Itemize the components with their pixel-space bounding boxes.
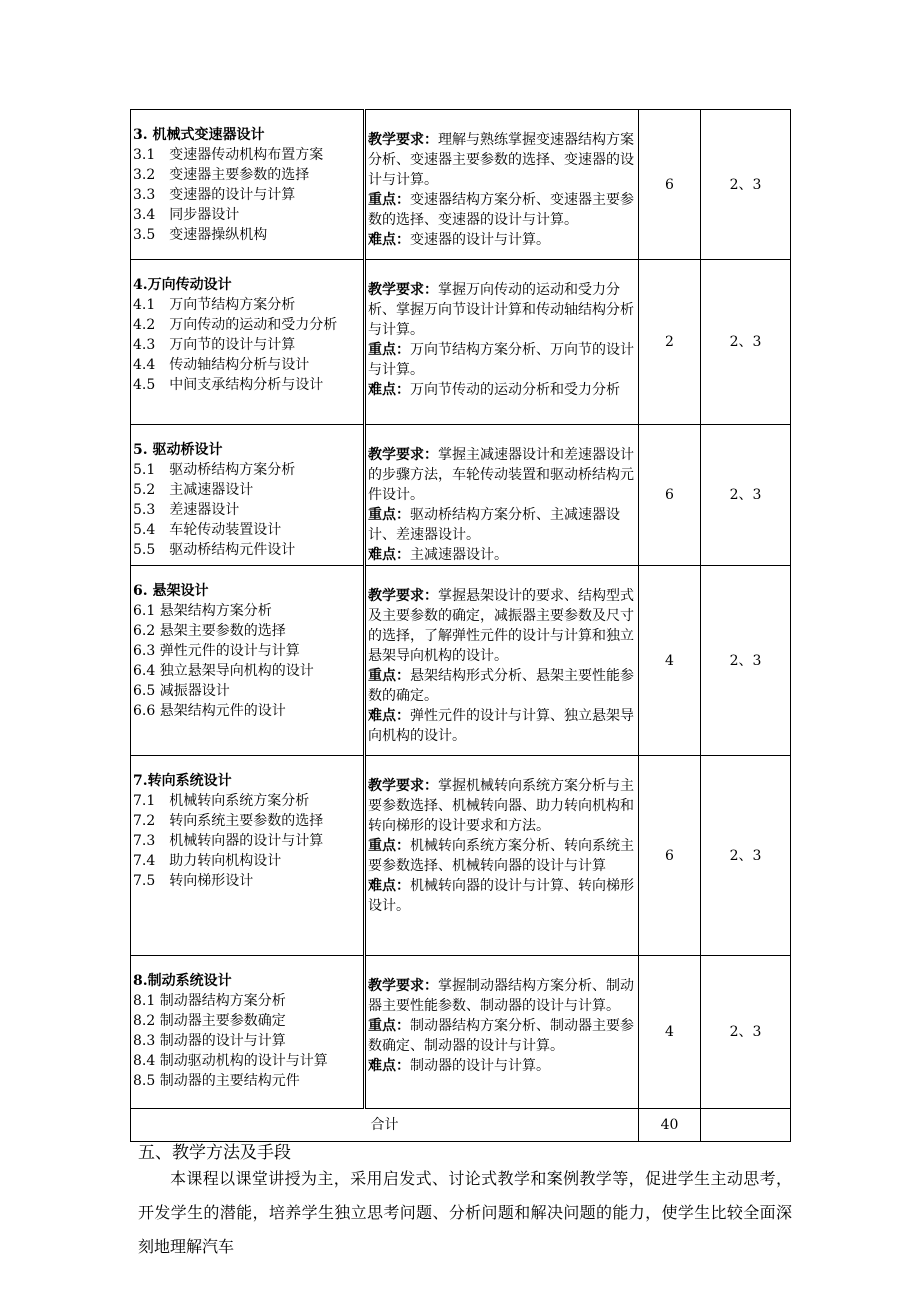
section-heading: 五、教学方法及手段 <box>138 1143 291 1163</box>
goals-cell: 2、3 <box>701 110 791 260</box>
key-point-block <box>368 1016 636 1056</box>
teaching-requirement-text: 掌握悬架设计的要求、结构型式及主要参数的确定，减振器主要参数及尺寸的选择，了解弹性元件的设计与计算和独立悬架导向机构的设计。 <box>368 588 634 664</box>
key-point-label: 重点： <box>368 192 410 208</box>
key-point-label: 重点： <box>368 342 410 358</box>
key-point-text: 机械转向系统方案分析、转向系统主要参数选择、机械转向器的设计与计算 <box>368 838 634 874</box>
chapter-item: 7.5 转向梯形设计 <box>133 873 254 889</box>
hours-cell: 4 <box>639 566 701 756</box>
table-body <box>131 110 791 1142</box>
teaching-requirement-label: 教学要求： <box>368 132 438 148</box>
chapter-cell <box>131 260 365 425</box>
teaching-requirement-block <box>368 776 636 836</box>
chapter-item: 8.4 制动驱动机构的设计与计算 <box>133 1053 328 1069</box>
hours-cell: 6 <box>639 425 701 566</box>
teaching-requirement-block <box>368 280 636 340</box>
hours-cell: 2 <box>639 260 701 425</box>
chapter-item: 4.5 中间支承结构分析与设计 <box>133 377 324 393</box>
requirement-cell <box>365 566 639 756</box>
chapter-item: 5.3 差速器设计 <box>133 502 240 518</box>
key-point-block <box>368 340 636 380</box>
key-point-label: 重点： <box>368 507 410 523</box>
difficult-point-block <box>368 545 636 565</box>
requirement-cell <box>365 260 639 425</box>
teaching-requirement-text: 掌握机械转向系统方案分析与主要参数选择、机械转向器、助力转向机构和转向梯形的设计要求和方法。 <box>368 778 634 834</box>
chapter-row <box>131 756 791 956</box>
goals-cell: 2、3 <box>701 260 791 425</box>
teaching-requirement-block <box>368 130 636 190</box>
goals-cell: 2、3 <box>701 756 791 956</box>
difficult-point-label: 难点： <box>368 1058 410 1074</box>
difficult-point-label: 难点： <box>368 382 410 398</box>
chapter-item: 3.4 同步器设计 <box>133 207 240 223</box>
chapter-cell <box>131 566 365 756</box>
teaching-requirement-block <box>368 976 636 1016</box>
chapter-item: 4.2 万向传动的运动和受力分析 <box>133 317 338 333</box>
chapter-item: 6.2 悬架主要参数的选择 <box>133 623 286 639</box>
teaching-requirement-text: 掌握制动器结构方案分析、制动器主要性能参数、制动器的设计与计算。 <box>368 978 634 1014</box>
total-goals <box>701 1109 791 1142</box>
chapter-item: 7.3 机械转向器的设计与计算 <box>133 833 324 849</box>
chapter-item: 4.3 万向节的设计与计算 <box>133 337 296 353</box>
teaching-requirement-label: 教学要求： <box>368 588 438 604</box>
teaching-requirement-label: 教学要求： <box>368 978 438 994</box>
chapter-cell <box>131 425 365 566</box>
difficult-point-block <box>368 706 636 746</box>
total-row <box>131 1109 791 1142</box>
key-point-block <box>368 190 636 230</box>
chapter-row <box>131 110 791 260</box>
chapter-title: 7.转向系统设计 <box>133 773 232 789</box>
chapter-item: 6.3 弹性元件的设计与计算 <box>133 643 300 659</box>
chapter-row <box>131 425 791 566</box>
chapter-item: 5.1 驱动桥结构方案分析 <box>133 462 296 478</box>
total-hours: 40 <box>639 1109 701 1142</box>
requirement-cell <box>365 756 639 956</box>
teaching-requirement-label: 教学要求： <box>368 778 438 794</box>
key-point-text: 变速器结构方案分析、变速器主要参数的选择、变速器的设计与计算。 <box>368 192 634 228</box>
chapter-title: 5. 驱动桥设计 <box>133 442 223 458</box>
chapter-item: 8.2 制动器主要参数确定 <box>133 1013 286 1029</box>
chapter-cell <box>131 110 365 260</box>
teaching-requirement-text: 掌握主减速器设计和差速器设计的步骤方法，车轮传动装置和驱动桥结构元件设计。 <box>368 447 634 503</box>
difficult-point-text: 机械转向器的设计与计算、转向梯形设计。 <box>368 878 634 914</box>
difficult-point-block <box>368 230 636 250</box>
key-point-block <box>368 836 636 876</box>
chapter-item: 7.2 转向系统主要参数的选择 <box>133 813 324 829</box>
chapter-item: 3.1 变速器传动机构布置方案 <box>133 147 324 163</box>
difficult-point-block <box>368 380 636 400</box>
section-paragraph: 本课程以课堂讲授为主，采用启发式、讨论式教学和案例教学等，促进学生主动思考，开发学生的潜能，培养学生独立思考问题、分析问题和解决问题的能力，使学生比较全面深刻地理解汽车 <box>138 1169 792 1256</box>
key-point-text: 万向节结构方案分析、万向节的设计与计算。 <box>368 342 634 378</box>
difficult-point-block <box>368 876 636 916</box>
chapter-item: 6.4 独立悬架导向机构的设计 <box>133 663 314 679</box>
chapter-title: 3. 机械式变速器设计 <box>133 127 265 143</box>
difficult-point-text: 万向节传动的运动分析和受力分析 <box>410 382 620 398</box>
teaching-requirement-label: 教学要求： <box>368 282 438 298</box>
difficult-point-block <box>368 1056 636 1076</box>
teaching-requirement-text: 理解与熟练掌握变速器结构方案分析、变速器主要参数的选择、变速器的设计与计算。 <box>368 132 634 188</box>
teaching-requirement-label: 教学要求： <box>368 447 438 463</box>
chapter-item: 3.3 变速器的设计与计算 <box>133 187 296 203</box>
chapter-item: 5.2 主减速器设计 <box>133 482 254 498</box>
chapter-item: 8.5 制动器的主要结构元件 <box>133 1073 300 1089</box>
chapter-item: 6.5 减振器设计 <box>133 683 230 699</box>
chapter-item: 3.5 变速器操纵机构 <box>133 227 268 243</box>
requirement-cell <box>365 956 639 1109</box>
chapter-item: 8.3 制动器的设计与计算 <box>133 1033 286 1049</box>
chapter-cell <box>131 956 365 1109</box>
key-point-label: 重点： <box>368 1018 410 1034</box>
goals-cell: 2、3 <box>701 425 791 566</box>
difficult-point-text: 制动器的设计与计算。 <box>410 1058 550 1074</box>
difficult-point-label: 难点： <box>368 878 410 894</box>
teaching-requirement-block <box>368 586 636 666</box>
requirement-cell <box>365 425 639 566</box>
chapter-title: 4.万向传动设计 <box>133 277 232 293</box>
key-point-text: 驱动桥结构方案分析、主减速器设计、差速器设计。 <box>368 507 620 543</box>
key-point-block <box>368 666 636 706</box>
goals-cell: 2、3 <box>701 566 791 756</box>
difficult-point-text: 弹性元件的设计与计算、独立悬架导向机构的设计。 <box>368 708 634 744</box>
difficult-point-label: 难点： <box>368 232 410 248</box>
key-point-text: 悬架结构形式分析、悬架主要性能参数的确定。 <box>368 668 634 704</box>
key-point-label: 重点： <box>368 838 410 854</box>
chapter-item: 4.4 传动轴结构分析与设计 <box>133 357 310 373</box>
chapter-item: 5.5 驱动桥结构元件设计 <box>133 542 296 558</box>
teaching-requirement-text: 掌握万向传动的运动和受力分析、掌握万向节设计计算和传动轴结构分析与计算。 <box>368 282 634 338</box>
difficult-point-label: 难点： <box>368 708 410 724</box>
hours-cell: 6 <box>639 756 701 956</box>
chapter-item: 7.1 机械转向系统方案分析 <box>133 793 310 809</box>
key-point-label: 重点： <box>368 668 410 684</box>
chapter-title: 8.制动系统设计 <box>133 973 232 989</box>
difficult-point-text: 变速器的设计与计算。 <box>410 232 550 248</box>
chapter-item: 7.4 助力转向机构设计 <box>133 853 282 869</box>
chapter-cell <box>131 756 365 956</box>
key-point-block <box>368 505 636 545</box>
chapter-item: 4.1 万向节结构方案分析 <box>133 297 296 313</box>
syllabus-table <box>130 109 791 1142</box>
chapter-row <box>131 956 791 1109</box>
chapter-item: 8.1 制动器结构方案分析 <box>133 993 286 1009</box>
hours-cell: 4 <box>639 956 701 1109</box>
goals-cell: 2、3 <box>701 956 791 1109</box>
difficult-point-text: 主减速器设计。 <box>410 547 508 563</box>
chapter-title: 6. 悬架设计 <box>133 583 209 599</box>
chapter-item: 5.4 车轮传动装置设计 <box>133 522 282 538</box>
total-label: 合计 <box>131 1109 639 1142</box>
chapter-row <box>131 260 791 425</box>
chapter-item: 3.2 变速器主要参数的选择 <box>133 167 310 183</box>
chapter-row <box>131 566 791 756</box>
hours-cell: 6 <box>639 110 701 260</box>
key-point-text: 制动器结构方案分析、制动器主要参数确定、制动器的设计与计算。 <box>368 1018 634 1054</box>
requirement-cell <box>365 110 639 260</box>
difficult-point-label: 难点： <box>368 547 410 563</box>
chapter-item: 6.6 悬架结构元件的设计 <box>133 703 286 719</box>
teaching-requirement-block <box>368 445 636 505</box>
chapter-item: 6.1 悬架结构方案分析 <box>133 603 272 619</box>
